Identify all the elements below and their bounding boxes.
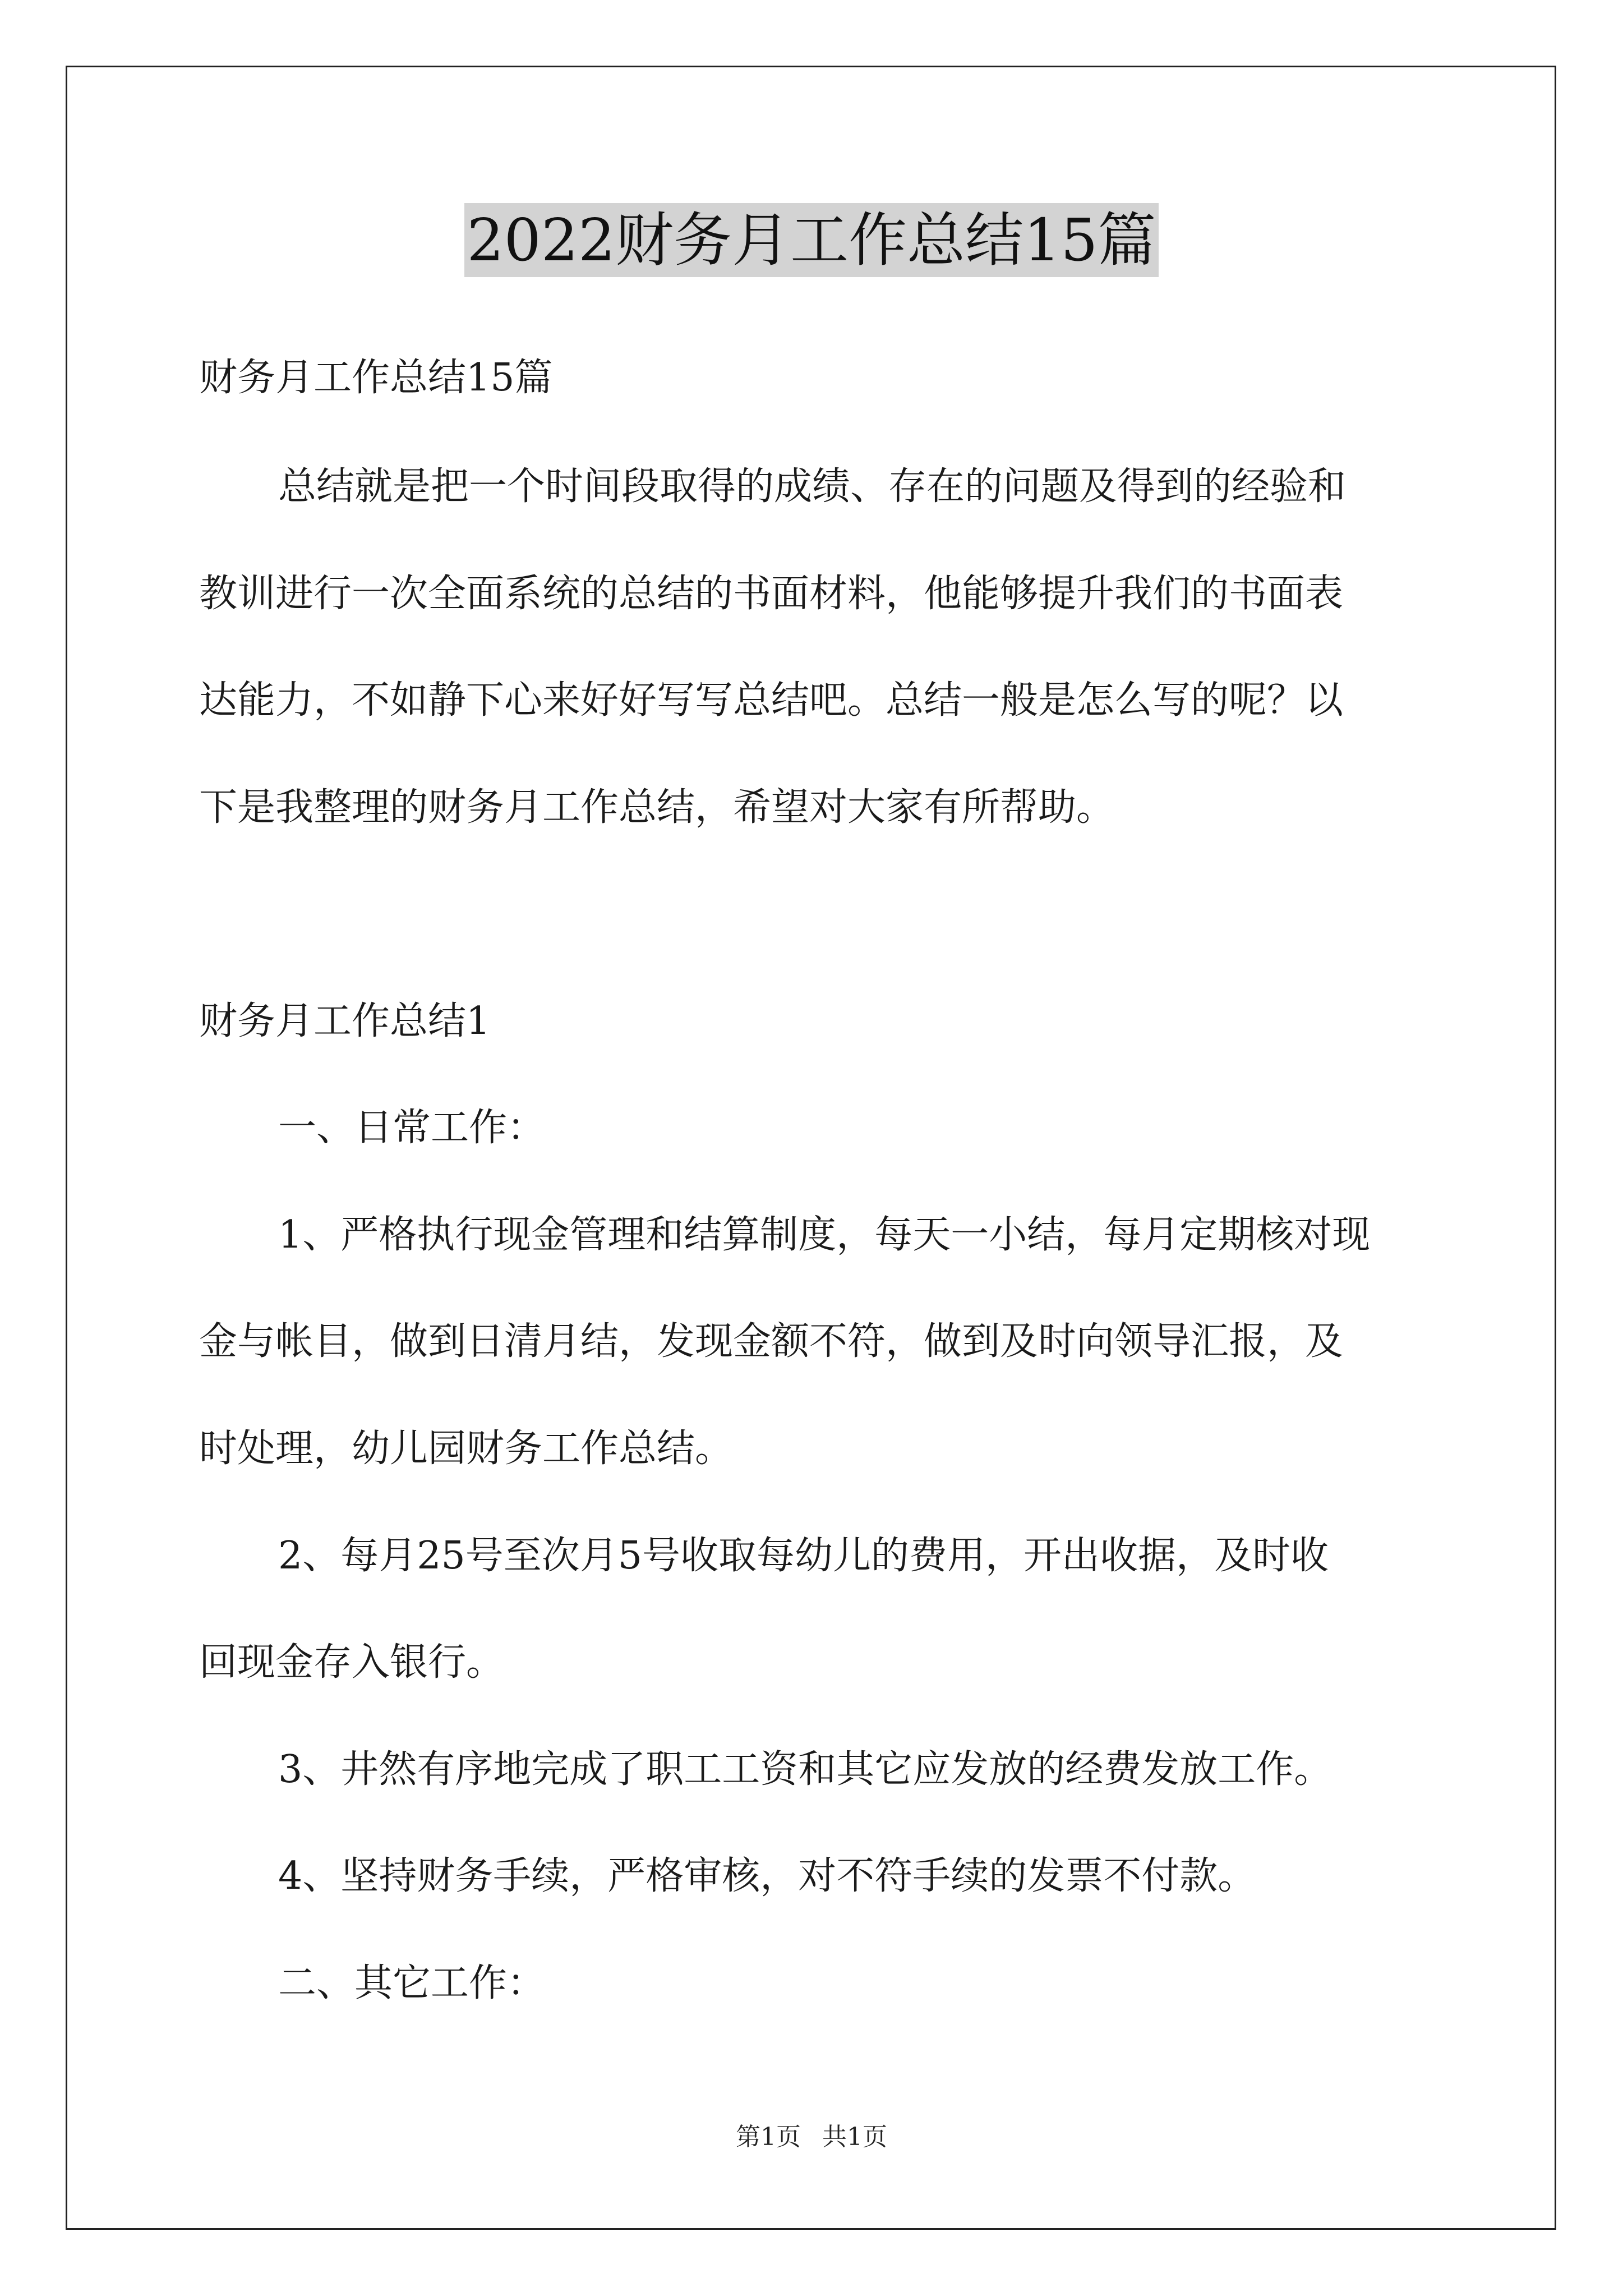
intro-paragraph-line: 教训进行一次全面系统的总结的书面材料，他能够提升我们的书面表 <box>199 572 1344 616</box>
list-item-line: 2、每月25号至次月5号收取每幼儿的费用，开出收据，及时收 <box>278 1534 1329 1578</box>
page-footer <box>0 2120 1623 2154</box>
title-container <box>0 203 1623 277</box>
list-item-line: 3、井然有序地完成了职工工资和其它应发放的经费发放工作。 <box>278 1747 1332 1792</box>
intro-paragraph-line: 总结就是把一个时间段取得的成绩、存在的问题及得到的经验和 <box>278 464 1347 509</box>
list-item-line: 回现金存入银行。 <box>199 1640 505 1685</box>
list-item-line: 时处理，幼儿园财务工作总结。 <box>199 1427 734 1471</box>
intro-paragraph-line: 达能力，不如静下心来好好写写总结吧。总结一般是怎么写的呢？以 <box>199 678 1344 723</box>
page-number: 第1页 <box>736 2123 801 2151</box>
subtitle: 财务月工作总结15篇 <box>199 356 553 400</box>
list-item-line: 金与帐目，做到日清月结，发现金额不符，做到及时向领导汇报，及 <box>199 1319 1344 1364</box>
subsection-heading: 一、日常工作： <box>278 1106 546 1150</box>
document-title: 2022财务月工作总结15篇 <box>464 203 1158 277</box>
list-item-line: 1、严格执行现金管理和结算制度，每天一小结，每月定期核对现 <box>278 1213 1371 1257</box>
list-item-line: 4、坚持财务手续，严格审核，对不符手续的发票不付款。 <box>278 1854 1256 1898</box>
section-heading: 财务月工作总结1 <box>199 999 491 1043</box>
page-total: 共1页 <box>822 2123 887 2151</box>
subsection-heading: 二、其它工作： <box>278 1961 546 2005</box>
intro-paragraph-line: 下是我整理的财务月工作总结，希望对大家有所帮助。 <box>199 785 1115 830</box>
